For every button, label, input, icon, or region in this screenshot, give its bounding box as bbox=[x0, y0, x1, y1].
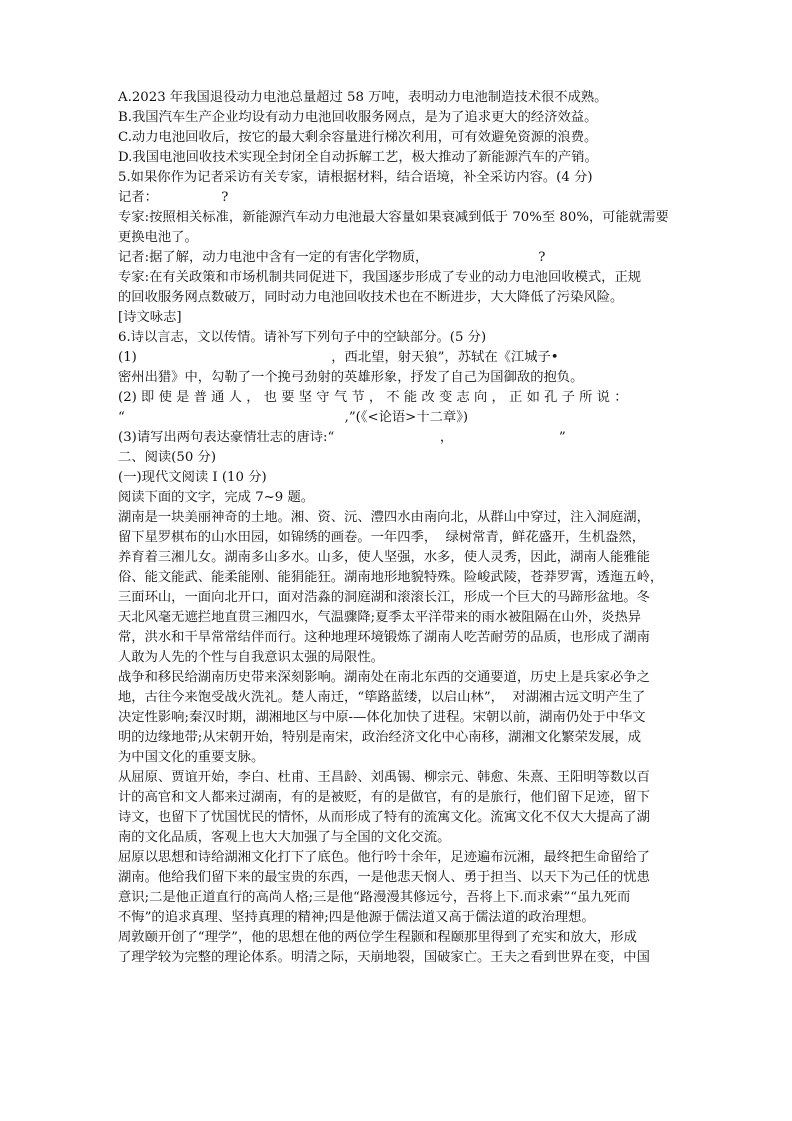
q6-item-2: (2) 即 使 是 普 通 人 ， 也 要 坚 守 气 节 ， 不 能 改 变 志 向 ， 正 如 孔 子 所 说 ： bbox=[118, 390, 628, 405]
q6-item-2-cont: “ ,”(《<论语>十二章》) bbox=[118, 410, 469, 425]
paragraph-line: 决定性影响;秦汉时期，湖湘地区与中原-—体化加快了进程。宋朝以前，湖南仍处于中华文 bbox=[118, 710, 646, 725]
paragraph-line: 南的文化品质，客观上也大大加强了与全国的文化交流。 bbox=[118, 830, 451, 845]
paragraph-3 bbox=[118, 768, 666, 848]
paragraph-line: 湖南是一块美丽神奇的土地。湘、资、沅、澧四水由南向北，从群山中穿过，注入洞庭湖， bbox=[118, 510, 650, 525]
paragraph-line: 意识;二是他正道直行的高尚人格;三是他“路漫漫其修远兮，吾将上下.而求索”“虽九死而 bbox=[118, 890, 631, 905]
paragraph-line: 为中国文化的重要支脉。 bbox=[118, 750, 265, 765]
paragraph-4 bbox=[118, 848, 666, 928]
paragraph-line: 诗文，也留下了忧国忧民的情怀，从而形成了特有的流寓文化。流寓文化不仅大大提高了湖 bbox=[118, 810, 650, 825]
q6-item-1: (1) ，西北望，射天狼”，苏轼在《江城子• bbox=[118, 350, 559, 365]
paragraph-line: 留下星罗棋布的山水田园，如锦绣的画卷。一年四季， 绿树常青，鲜花盛开，生机盎然， bbox=[118, 530, 646, 545]
paragraph-line: 不悔”的追求真理、坚持真理的精神;四是他源于儒法道又高于儒法道的政治理想。 bbox=[118, 910, 595, 925]
q5-expert-answer-2-cont: 的回收服务网点数破万，同时动力电池回收技术也在不断进步，大大降低了污染风险。 bbox=[118, 290, 624, 305]
paragraph-line: 俗、能文能武、能柔能刚、能狷能狂。湖南地形地貌特殊。险峻武陵，苍莽罗霄，透迤五岭， bbox=[118, 570, 664, 585]
paragraph-5 bbox=[118, 928, 666, 968]
q6-item-3: (3)请写出两句表达豪情壮志的唐诗:“ ， ” bbox=[118, 430, 566, 445]
paragraph-line: 明的边缘地带;从宋朝开始，特别是南宋，政治经济文化中心南移，湖湘文化繁荣发展，成 bbox=[118, 730, 642, 745]
reading-instruction: 阅读下面的文字，完成 7~9 题。 bbox=[118, 490, 315, 505]
option-d: D.我国电池回收技术实现全封闭全自动拆解工艺，极大推动了新能源汽车的产销。 bbox=[118, 150, 598, 165]
paragraph-line: 战争和移民给湖南历史带来深刻影响。湖南处在南北东西的交通要道，历史上是兵家必争之 bbox=[118, 670, 650, 685]
paragraph-line: 从屈原、贾谊开始，李白、杜甫、王昌龄、刘禹锡、柳宗元、韩愈、朱熹、王阳明等数以百 bbox=[118, 770, 650, 785]
q5-expert-answer-1-cont: 更换电池了。 bbox=[118, 230, 198, 245]
q5-expert-answer-2: 专家:在有关政策和市场机制共同促进下，我国逐步形成了专业的动力电池回收模式，正规 bbox=[118, 270, 642, 285]
paragraph-line: 屈原以思想和诗给湖湘文化打下了底色。他行吟十余年，足迹遍布沅湘，最终把生命留给了 bbox=[118, 850, 650, 865]
q5-prompt: 5.如果你作为记者采访有关专家，请根据材料，结合语境，补全采访内容。(4 分) bbox=[118, 170, 593, 185]
q5-reporter-question-2: 记者:据了解，动力电池中含有一定的有害化学物质， ? bbox=[118, 250, 546, 265]
paragraph-line: 了理学较为完整的理论体系。明清之际，天崩地裂，国破家亡。王夫之看到世界在变，中国 bbox=[118, 950, 650, 965]
paragraph-line: 计的高官和文人都来过湖南，有的是被贬，有的是做官，有的是旅行，他们留下足迹，留下 bbox=[118, 790, 650, 805]
reading-header: 二、阅读(50 分) bbox=[118, 450, 217, 465]
paragraph-line: 湖南。他给我们留下来的最宝贵的东西，一是他悲天悯人、勇于担当、以天下为己任的忧患 bbox=[118, 870, 650, 885]
paragraph-line: 地，古往今来饱受战火洗礼。楚人南迁，“筚路蓝缕，以启山林”， 对湖湘古远文明产生了 bbox=[118, 690, 646, 705]
paragraph-1 bbox=[118, 508, 666, 668]
paragraph-line: 周敦颐开创了“理学”，他的思想在他的两位学生程颢和程颐那里得到了充实和放大，形成 bbox=[118, 930, 637, 945]
q5-expert-answer-1: 专家:按照相关标准，新能源汽车动力电池最大容量如果衰减到低于 70%至 80%，可能就需要 bbox=[118, 210, 669, 225]
paragraph-line: 养育着三湘儿女。湖南多山多水。山多，使人坚强，水多，使人灵秀，因此，湖南人能雅能 bbox=[118, 550, 650, 565]
paragraph-2 bbox=[118, 668, 666, 768]
option-c: C.动力电池回收后，按它的最大剩余容量进行梯次利用，可有效避免资源的浪费。 bbox=[118, 130, 598, 145]
paragraph-line: 人敢为人先的个性与自我意识太强的局限性。 bbox=[118, 650, 384, 665]
option-a: A.2023 年我国退役动力电池总量超过 58 万吨，表明动力电池制造技术很不成熟。 bbox=[118, 90, 608, 105]
option-b: B.我国汽车生产企业均设有动力电池回收服务网点，是为了追求更大的经济效益。 bbox=[118, 110, 598, 125]
q5-reporter-question-1: 记者： ? bbox=[118, 190, 229, 205]
exam-page bbox=[118, 88, 669, 968]
paragraph-line: 三面环山，一面向北开口，面对浩淼的洞庭湖和滚滚长江，形成一个巨大的马蹄形盆地。冬 bbox=[118, 590, 650, 605]
paragraph-line: 天北风毫无遮拦地直贯三湘四水，气温骤降;夏季太平洋带来的雨水被阻隔在山外，炎热异 bbox=[118, 610, 642, 625]
q6-item-1-cont: 密州出猎》中，勾勒了一个挽弓劲射的英雄形象，抒发了自己为国御敌的抱负。 bbox=[118, 370, 584, 385]
paragraph-line: 常，洪水和干旱常常结伴而行。这种地理环境锻炼了湖南人吃苦耐劳的品质，也形成了湖南 bbox=[118, 630, 650, 645]
section-poem-title: [诗文咏志] bbox=[118, 310, 182, 325]
reading-subheader: (一)现代文阅读 I (10 分) bbox=[118, 470, 267, 485]
q6-prompt: 6.诗以言志，文以传情。请补写下列句子中的空缺部分。(5 分) bbox=[118, 330, 487, 345]
